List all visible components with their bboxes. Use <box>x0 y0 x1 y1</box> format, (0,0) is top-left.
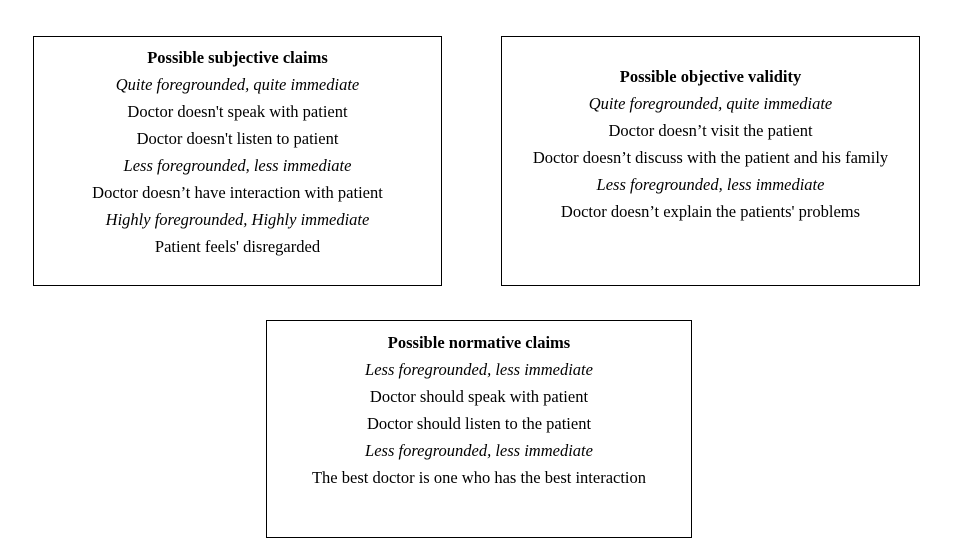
subjective-claims-title: Possible subjective claims <box>147 48 328 67</box>
subjective-claim-2: Doctor doesn't listen to patient <box>136 129 339 148</box>
subjective-level-2: Less foregrounded, less immediate <box>123 156 352 175</box>
normative-level-1: Less foregrounded, less immediate <box>365 360 593 379</box>
normative-claims-title: Possible normative claims <box>387 333 571 352</box>
normative-claims-box <box>266 320 692 538</box>
subjective-level-1: Quite foregrounded, quite immediate <box>115 75 360 94</box>
subjective-claims-box <box>33 36 442 286</box>
objective-claim-1: Doctor doesn’t visit the patient <box>608 121 813 140</box>
objective-validity-title: Possible objective validity <box>619 67 802 86</box>
normative-claim-3: The best doctor is one who has the best interaction <box>311 468 647 487</box>
normative-claim-2: Doctor should listen to the patient <box>366 414 592 433</box>
objective-claim-2: Doctor doesn’t discuss with the patient and his family <box>532 148 889 167</box>
subjective-claim-1: Doctor doesn't speak with patient <box>127 102 348 121</box>
normative-level-2: Less foregrounded, less immediate <box>365 441 593 460</box>
normative-claim-1: Doctor should speak with patient <box>369 387 589 406</box>
objective-validity-box <box>501 36 920 286</box>
objective-level-2: Less foregrounded, less immediate <box>596 175 825 194</box>
subjective-claim-4: Patient feels' disregarded <box>154 237 321 256</box>
objective-claim-3: Doctor doesn’t explain the patients' problems <box>560 202 861 221</box>
subjective-claim-3: Doctor doesn’t have interaction with patient <box>92 183 383 202</box>
subjective-level-3: Highly foregrounded, Highly immediate <box>105 210 370 229</box>
objective-level-1: Quite foregrounded, quite immediate <box>588 94 833 113</box>
